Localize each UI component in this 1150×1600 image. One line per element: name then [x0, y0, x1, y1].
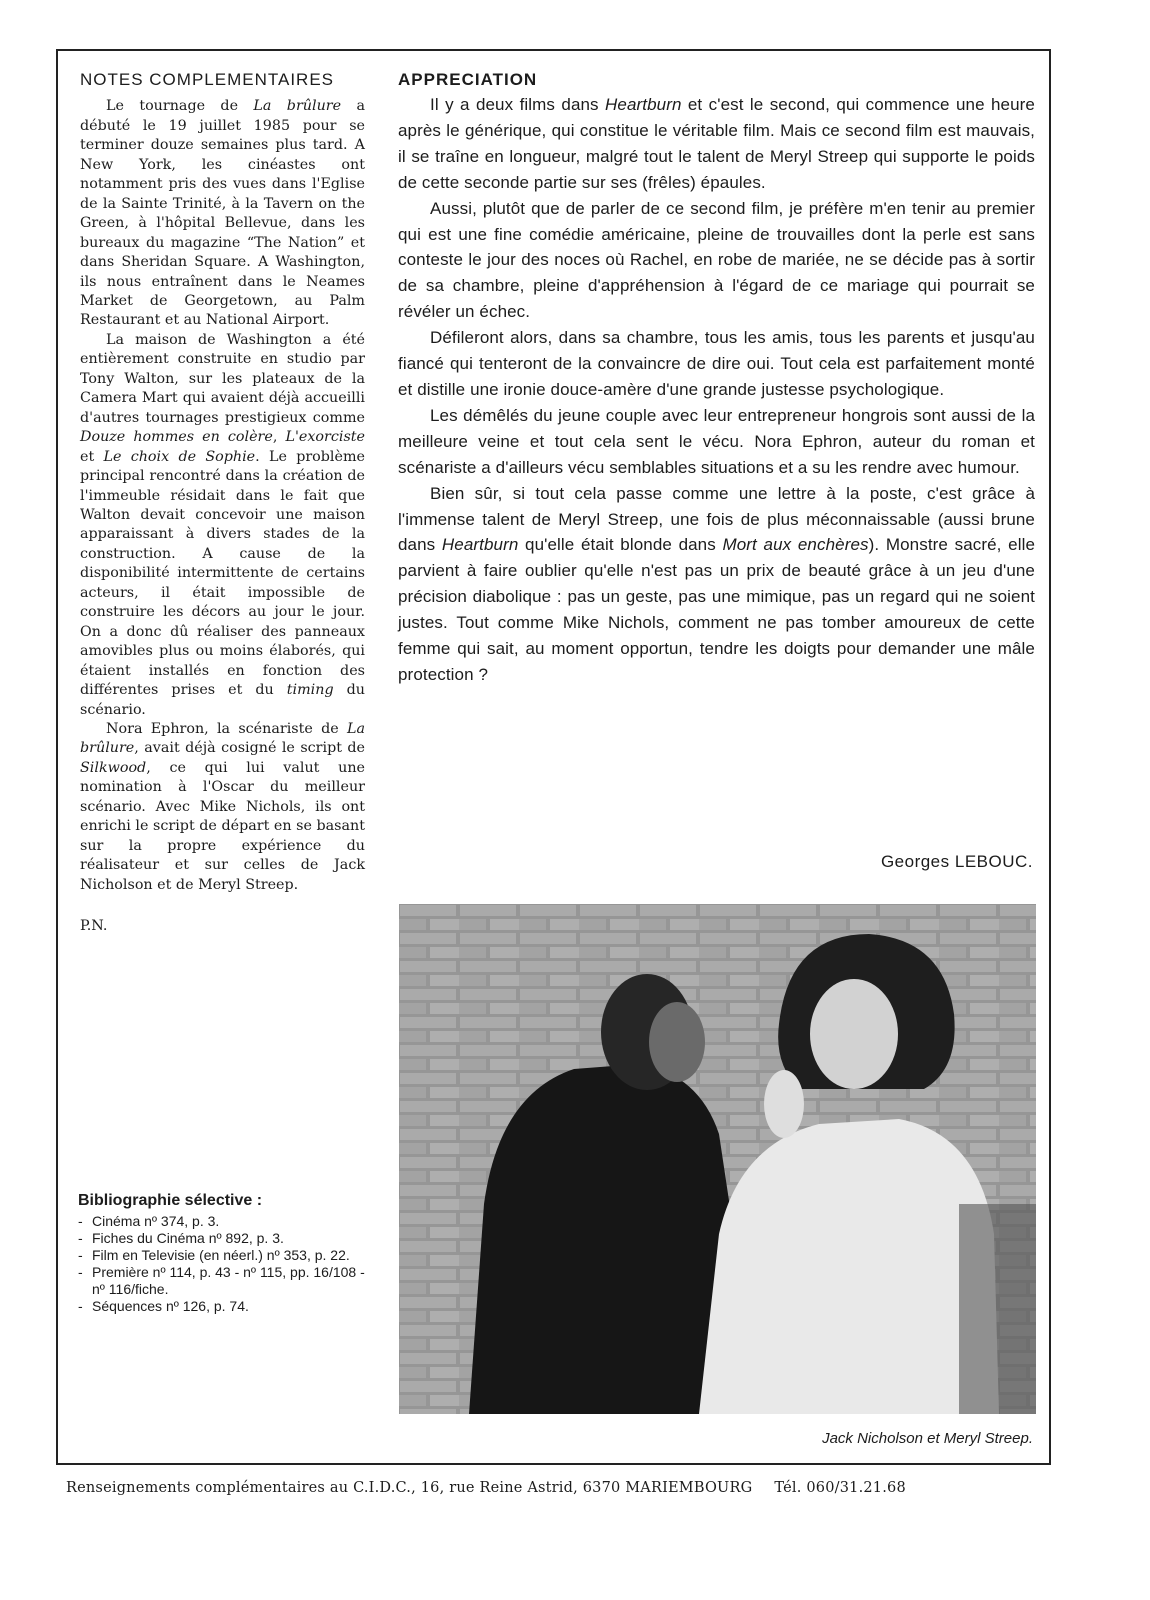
footer-telephone: Tél. 060/31.21.68: [774, 1480, 906, 1496]
italic-title: Le choix de Sophie: [103, 448, 256, 465]
italic-title: La brûlure: [253, 98, 342, 115]
bibliography-section: [78, 1192, 368, 1315]
film-still-photo: [399, 904, 1036, 1414]
appreciation-column: [398, 68, 1035, 688]
paragraph: Aussi, plutôt que de parler de ce second film, je préfère m'en tenir au premier qui est une fine comédie américaine, pleine de trouvailles dont la perle est sans conteste le jour des noces où Rachel, en robe de mariée, ne se décide pas à sortir de sa chambre, pleine d'appréhension à l'égard de ce mariage qui pourrait se révéler un échec.: [398, 198, 1035, 322]
bibliography-title: Bibliographie sélective :: [78, 1192, 263, 1209]
paragraph: Les démêlés du jeune couple avec leur entrepreneur hongrois sont aussi de la meilleure veine et tout cela sent le vécu. Nora Ephron, auteur du roman et scénariste a d'ailleurs vécu semblables situations et a su les rendre avec humour.: [398, 405, 1035, 477]
appreciation-heading: APPRECIATION: [398, 70, 538, 89]
bibliography-list: [78, 1213, 368, 1315]
notes-heading: NOTES COMPLEMENTAIRES: [80, 70, 334, 89]
photo-caption: Jack Nicholson et Meryl Streep.: [822, 1430, 1033, 1447]
paragraph: Bien sûr, si tout cela passe comme une lettre à la poste, c'est grâce à l'immense talent de Meryl Streep, une fois de plus méconnaissable (aussi brune dans Heartburn qu'elle était blonde dans Mort aux enchères). Monstre sacré, elle parvient à faire oublier qu'elle n'est pas un prix de beauté grâce à un jeu d'une précision diabolique : pas un geste, pas une mimique, pas un regard qui ne soient justes. Tout comme Mike Nichols, comment ne pas tomber amoureux de cette femme qui sait, au moment opportun, tendre les doigts pour demander une mâle protection ?: [398, 483, 1035, 684]
italic-title: L'exorciste: [285, 429, 365, 446]
paragraph: Il y a deux films dans Heartburn et c'est le second, qui commence une heure après le générique, qui constitue le véritable film. Mais ce second film est mauvais, il se traîne en longueur, malgré tout le talent de Meryl Streep qui supporte le poids de cette seconde partie sur ses (frêles) épaules.: [398, 95, 1035, 192]
italic-title: timing: [286, 682, 334, 699]
bibliography-item: - Séquences nº 126, p. 74.: [78, 1298, 368, 1315]
notes-signature: P.N.: [80, 918, 108, 935]
paragraph: Le tournage de La brûlure a débuté le 19 juillet 1985 pour se terminer douze semaines plus tard. A New York, les cinéastes ont notamment pris des vues dans l'Eglise de la Sainte Trinité, à la Tavern on the Green, à l'hôpital Bellevue, dans les bureaux du magazine “The Nation” et dans Sheridan Square. A Washington, ils nous entraînent dans le Neames Market de Georgetown, au Palm Restaurant et au National Airport.: [80, 98, 365, 329]
italic-title: Silkwood: [80, 759, 147, 776]
paragraph: Nora Ephron, la scénariste de La brûlure, avait déjà cosigné le script de Silkwood, ce qui lui valut une nomination à l'Oscar du meilleur scénario. Avec Mike Nichols, ils ont enrichi le script de départ en se basant sur la propre expérience du réalisateur et sur celles de Jack Nicholson et de Meryl Streep.: [80, 720, 365, 893]
notes-complementaires-column: [80, 70, 365, 936]
italic-title: Mort aux enchères: [722, 535, 869, 555]
film-still-illustration: [399, 904, 1036, 1414]
italic-title: Heartburn: [441, 535, 519, 555]
paragraph: Défileront alors, dans sa chambre, tous les amis, tous les parents et jusqu'au fiancé qui tenteront de la convaincre de dire oui. Tout cela est parfaitement monté et distille une ironie douce-amère d'une grande justesse psychologique.: [398, 328, 1035, 399]
footer-contact-line: [66, 1480, 1026, 1496]
bibliography-item: - Première nº 114, p. 43 - nº 115, pp. 16/108 - nº 116/fiche.: [78, 1264, 368, 1298]
notes-body: [80, 97, 365, 895]
bibliography-item: - Film en Televisie (en néerl.) nº 353, p. 22.: [78, 1247, 368, 1264]
appreciation-signature: Georges LEBOUC.: [880, 852, 1033, 871]
bibliography-item: - Fiches du Cinéma nº 892, p. 3.: [78, 1230, 368, 1247]
italic-title: La brûlure: [80, 720, 365, 757]
bibliography-item: - Cinéma nº 374, p. 3.: [78, 1213, 368, 1230]
italic-title: Heartburn: [605, 95, 682, 114]
appreciation-body: [398, 92, 1035, 688]
footer-address: Renseignements complémentaires au C.I.D.C., 16, rue Reine Astrid, 6370 MARIEMBOURG: [66, 1480, 753, 1496]
italic-title: Douze hommes en colère: [80, 429, 273, 446]
paragraph: La maison de Washington a été entièrement construite en studio par Tony Walton, sur les plateaux de la Camera Mart qui avaient déjà accueilli d'autres tournages prestigieux comme Douze hommes en colère, L'exorciste et Le choix de Sophie. Le problème principal rencontré dans la création de l'immeuble résidait dans le fait que Walton devait concevoir une maison apparaissant à divers stades de la construction. A cause de la disponibilité intermittente de certains acteurs, il était impossible de construire les décors au jour le jour. On a donc dû réaliser des panneaux amovibles plus ou moins élaborés, qui étaient installés en fonction des différentes prises et du timing du scénario.: [80, 331, 366, 718]
